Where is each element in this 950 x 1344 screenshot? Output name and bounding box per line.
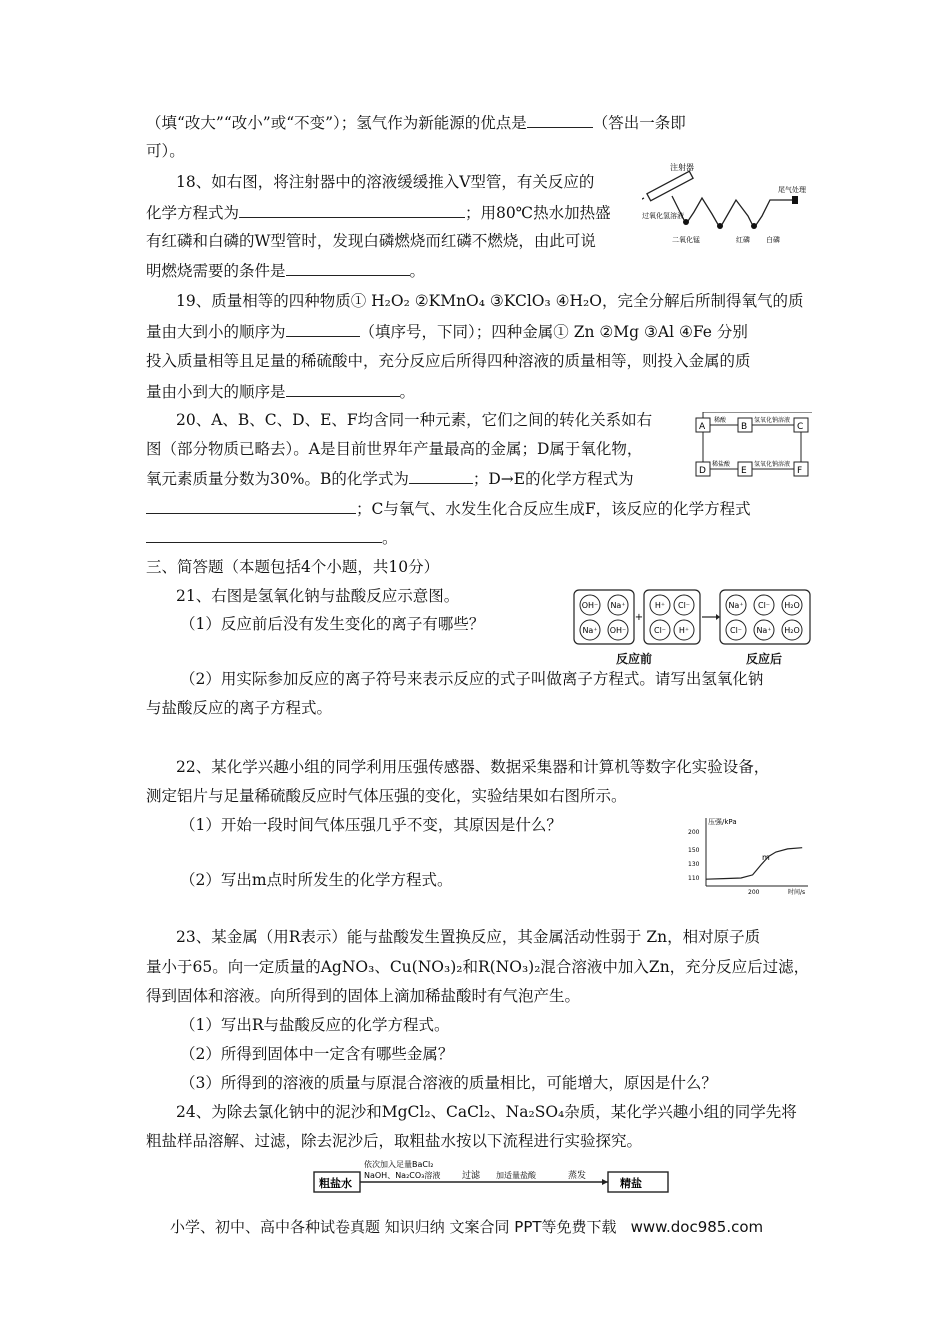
q21-line1: 21、右图是氢氧化钠与盐酸反应示意图。 (176, 587, 460, 605)
q21-caption-before: 反应前 (616, 652, 653, 666)
q18-text-b: ；用80℃热水加热盛 (465, 204, 611, 222)
q20-line4 (146, 497, 751, 520)
q17-text-a: （填“改大”“改小”或“不变”）；氢气作为新能源的优点是 (146, 114, 527, 132)
flow-reagent2: NaOH、Na₂CO₃溶液 (364, 1171, 441, 1180)
ion-na-1: Na⁺ (610, 601, 626, 610)
fig18-syringe-label: 注射器 (670, 163, 694, 172)
section-3-heading: 三、简答题（本题包括4个小题，共10分） (146, 558, 440, 576)
flow-end: 精盐 (620, 1177, 642, 1190)
q22-line3: （1）开始一段时间气体压强几乎不变，其原因是什么？ (180, 816, 562, 834)
fig18-end-label: 尾气处理 (778, 186, 806, 194)
q19-text-a: 量由大到小的顺序为 (146, 323, 286, 341)
flow-reagent1: 依次加入足量BaCl₂ (364, 1160, 434, 1169)
q20-conversion-diagram (694, 412, 814, 484)
fig18-solution-label: 过氧化氢溶液 (642, 212, 684, 220)
flow-start: 粗盐水 (319, 1177, 352, 1190)
ion-na-2: Na⁺ (582, 626, 598, 635)
q21-line2: （1）反应前后没有发生变化的离子有哪些？ (180, 615, 485, 633)
q23-line1: 23、某金属（用R表示）能与盐酸发生置换反应，其金属活动性弱于 Zn，相对原子质 (176, 928, 761, 946)
q19-line4 (146, 380, 415, 403)
q19-text-c: 量由小到大的顺序是 (146, 383, 286, 401)
q18-apparatus-figure (642, 160, 810, 246)
fig18-redp-label: 红磷 (736, 236, 750, 244)
arrow-bc-label: 氢氧化钠溶液 (754, 417, 791, 424)
q18-line1: 18、如右图，将注射器中的溶液缓缓推入V型管，有关反应的 (176, 173, 595, 191)
q24-flow-diagram (312, 1158, 674, 1196)
q20-line5 (146, 526, 398, 549)
flow-evap: 蒸发 (568, 1171, 587, 1181)
molecule-h2o-1: H₂O (784, 601, 800, 610)
q18-line3: 有红磷和白磷的W型管时，发现白磷燃烧而红磷不燃烧，由此可说 (146, 232, 596, 250)
q20-blank1[interactable] (409, 467, 473, 484)
ion-cl-2: Cl⁻ (653, 626, 667, 635)
q20-line3 (146, 467, 634, 490)
ion-cl-3: Cl⁻ (757, 601, 771, 610)
q17-text-b: （答出一条即 (592, 114, 686, 132)
q20-line2: 图（部分物质已略去）。A是目前世界年产量最高的金属；D属于氧化物， (146, 440, 643, 458)
q20-text-a: 氧元素质量分数为30%。B的化学式为 (146, 470, 409, 488)
q20-line1: 20、A、B、C、D、E、F均含同一种元素，它们之间的转化关系如右 (176, 411, 653, 429)
flow-filter: 过滤 (462, 1171, 481, 1181)
q19-blank1[interactable] (286, 320, 360, 337)
q23-line2: 量小于65。向一定质量的AgNO₃、Cu(NO₃)₂和R(NO₃)₂混合溶液中加入Zn，充分反应后过滤， (146, 958, 810, 976)
q19-line1: 19、质量相等的四种物质① H₂O₂ ②KMnO₄ ③KClO₃ ④H₂O，完全分解后所制得氧气的质 (176, 292, 804, 310)
q18-line4 (146, 259, 425, 282)
q23-line3: 得到固体和溶液。向所得到的固体上滴加稀盐酸时有气泡产生。 (146, 987, 581, 1005)
q23-line6: （3）所得到的溶液的质量与原混合溶液的质量相比，可能增大，原因是什么？ (180, 1074, 717, 1092)
q23-line5: （2）所得到固体中一定含有哪些金属？ (180, 1045, 454, 1063)
q19-line3: 投入质量相等且足量的稀硫酸中，充分反应后所得四种溶液的质量相等，则投入金属的质 (146, 352, 751, 370)
arrow-ef-label: 氢氧化钠溶液 (754, 461, 791, 468)
fig18-catalyst-label: 二氧化锰 (672, 236, 700, 244)
q19-blank2[interactable] (286, 380, 400, 397)
q19-text-b: （填序号，下同）；四种金属① Zn ②Mg ③Al ④Fe 分别 (359, 323, 748, 341)
q18-blank1[interactable] (239, 201, 465, 218)
q20-blank3[interactable] (146, 526, 382, 543)
fig18-whitep-label: 白磷 (766, 236, 780, 244)
syringe-barrel (647, 171, 693, 201)
q17-blank[interactable] (527, 111, 593, 128)
q22-line1: 22、某化学兴趣小组的同学利用压强传感器、数据采集器和计算机等数字化实验设备， (176, 758, 770, 776)
arrow-de-label: 稀盐酸 (712, 461, 731, 468)
ion-h-1: H⁺ (654, 601, 666, 610)
ion-oh-1: OH⁻ (581, 601, 599, 610)
y-tick-150: 150 (688, 847, 700, 854)
q18-blank2[interactable] (286, 259, 410, 276)
ion-cl-4: Cl⁻ (729, 626, 743, 635)
label-c: C (797, 422, 804, 432)
q24-line1: 24、为除去氯化钠中的泥沙和MgCl₂、CaCl₂、Na₂SO₄杂质，某化学兴趣小组的同学先将 (176, 1103, 797, 1121)
molecule-h2o-2: H₂O (784, 626, 800, 635)
point-m-label: m (762, 853, 770, 862)
syringe-plunger (642, 198, 644, 202)
y-tick-200: 200 (688, 829, 700, 836)
q22-pressure-chart (684, 814, 814, 896)
label-e: E (741, 466, 747, 476)
pressure-series-line (706, 848, 802, 880)
q21-line4: 与盐酸反应的离子方程式。 (146, 699, 333, 717)
ion-cl-1: Cl⁻ (677, 601, 691, 610)
x-axis-label: 时间/s (788, 889, 806, 896)
q20-text-b: ；D→E的化学方程式为 (472, 470, 634, 488)
ion-na-3: Na⁺ (728, 601, 744, 610)
x-tick-200: 200 (748, 889, 760, 896)
q21-line3: （2）用实际参加反应的离子符号来表示反应的式子叫做离子方程式。请写出氢氧化钠 (180, 670, 764, 688)
q17-line1 (146, 111, 686, 134)
q20-text-c: ；C与氧气、水发生化合反应生成F，该反应的化学方程式 (356, 500, 751, 518)
label-a: A (699, 422, 706, 432)
q22-line2: 测定铝片与足量稀硫酸反应时气体压强的变化，实验结果如右图所示。 (146, 787, 627, 805)
q21-ion-diagram (572, 588, 812, 648)
y-axis-label: 压强/kPa (708, 818, 737, 826)
q18-text-a: 化学方程式为 (146, 204, 240, 222)
q24-line2: 粗盐样品溶解、过滤，除去泥沙后，取粗盐水按以下流程进行实验探究。 (146, 1132, 643, 1150)
page-footer (170, 1216, 763, 1237)
label-d: D (699, 466, 706, 476)
flow-acid: 加适量盐酸 (496, 1171, 536, 1180)
q20-text-d: 。 (382, 529, 398, 547)
ion-h-2: H⁺ (678, 626, 690, 635)
y-tick-130: 130 (688, 861, 700, 868)
arrow-ab-label: 稀酸 (714, 417, 727, 424)
label-f: F (797, 466, 803, 476)
footer-url[interactable]: www.doc985.com (630, 1218, 764, 1236)
footer-text: 小学、初中、高中各种试卷真题 知识归纳 文案合同 PPT等免费下载 (170, 1218, 617, 1236)
q23-line4: （1）写出R与盐酸反应的化学方程式。 (180, 1016, 450, 1034)
q17-line2: 可）。 (146, 142, 185, 160)
q21-caption-after: 反应后 (746, 652, 783, 666)
q18-text-c: 明燃烧需要的条件是 (146, 262, 286, 280)
q22-line4: （2）写出m点时所发生的化学方程式。 (180, 871, 453, 889)
q18-line2 (146, 201, 611, 224)
ion-na-4: Na⁺ (756, 626, 772, 635)
q19-line2 (146, 320, 748, 343)
plus-sign: + (634, 612, 644, 623)
q18-text-d: 。 (409, 262, 426, 280)
ion-oh-2: OH⁻ (609, 626, 627, 635)
y-tick-110: 110 (688, 875, 700, 882)
q19-text-d: 。 (399, 383, 416, 401)
q20-blank2[interactable] (146, 497, 356, 514)
label-b: B (741, 422, 748, 432)
